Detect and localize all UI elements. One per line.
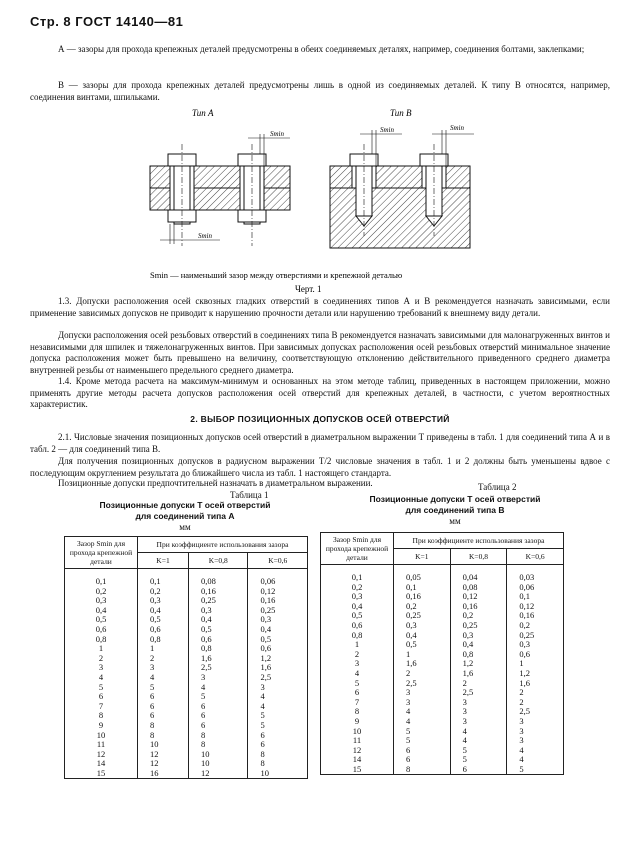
- table-cell: 3: [248, 683, 308, 693]
- table-cell: 4: [394, 707, 451, 717]
- table-2: [320, 532, 564, 775]
- table-cell: 0,06: [507, 583, 564, 593]
- table-cell: 1,6: [248, 663, 308, 673]
- table-cell: 0,1: [65, 569, 138, 587]
- table-cell: 3: [450, 698, 507, 708]
- table-cell: 2,5: [189, 663, 248, 673]
- table-cell: 1: [394, 650, 451, 660]
- table-cell: 2: [65, 654, 138, 664]
- table-cell: 6: [189, 702, 248, 712]
- table-cell: 0,12: [248, 587, 308, 597]
- table-1: [64, 536, 308, 779]
- table-cell: 2,5: [450, 688, 507, 698]
- table-cell: 0,25: [189, 596, 248, 606]
- table-cell: 6: [189, 711, 248, 721]
- table-2-col-group: При коэффициенте использования зазора: [394, 533, 564, 549]
- table-cell: 1: [65, 644, 138, 654]
- table-cell: 0,3: [321, 592, 394, 602]
- table-1-label: Таблица 1: [230, 490, 269, 500]
- table-cell: 3: [507, 736, 564, 746]
- table-cell: 8: [321, 707, 394, 717]
- table-cell: 4: [450, 727, 507, 737]
- table-cell: 10: [138, 740, 189, 750]
- table-cell: 12: [138, 750, 189, 760]
- table-cell: 7: [65, 702, 138, 712]
- table-cell: 0,6: [65, 625, 138, 635]
- table-cell: 3: [507, 727, 564, 737]
- table-cell: 0,5: [189, 625, 248, 635]
- table-1-col-group: При коэффициенте использования зазора: [138, 537, 308, 553]
- table-cell: 5: [248, 721, 308, 731]
- table-cell: 2: [507, 688, 564, 698]
- page-header: Стр. 8 ГОСТ 14140—81: [30, 14, 184, 29]
- table-cell: 1,6: [189, 654, 248, 664]
- table-2-col-k2: K=0,8: [450, 549, 507, 565]
- table-cell: 8: [248, 759, 308, 769]
- table-cell: 6: [138, 692, 189, 702]
- table-cell: 0,1: [321, 565, 394, 583]
- type-a-label: Тип А: [192, 108, 214, 118]
- table-cell: 5: [450, 755, 507, 765]
- table-cell: 1: [321, 640, 394, 650]
- figure-legend: Smin — наименьший зазор между отверстиями и крепежной деталью: [150, 270, 403, 280]
- table-cell: 5: [450, 746, 507, 756]
- table-cell: 0,12: [450, 592, 507, 602]
- table-cell: 8: [138, 721, 189, 731]
- table-1-title: Позиционные допуски Т осей отверстий для соединений типа А мм: [99, 500, 271, 532]
- table-cell: 4: [248, 692, 308, 702]
- table-cell: 10: [321, 727, 394, 737]
- table-cell: 6: [248, 740, 308, 750]
- type-b-label: Тип В: [390, 108, 412, 118]
- table-cell: 8: [189, 731, 248, 741]
- table-cell: 0,04: [450, 565, 507, 583]
- table-cell: 0,08: [189, 569, 248, 587]
- table-1-col-k3: K=0,6: [248, 553, 308, 569]
- table-cell: 0,16: [394, 592, 451, 602]
- table-cell: 5: [507, 765, 564, 775]
- table-1-col-gap: Зазор Smin для прохода крепежной детали: [65, 537, 138, 569]
- table-cell: 5: [189, 692, 248, 702]
- table-cell: 4: [189, 683, 248, 693]
- table-cell: 4: [507, 755, 564, 765]
- table-cell: 9: [321, 717, 394, 727]
- table-cell: 0,16: [248, 596, 308, 606]
- table-cell: 2,5: [394, 679, 451, 689]
- table-cell: 0,3: [138, 596, 189, 606]
- table-cell: 14: [65, 759, 138, 769]
- table-cell: 12: [138, 759, 189, 769]
- table-cell: 9: [65, 721, 138, 731]
- table-cell: 1,6: [394, 659, 451, 669]
- table-cell: 0,4: [189, 615, 248, 625]
- table-cell: 0,8: [189, 644, 248, 654]
- table-cell: 0,1: [138, 569, 189, 587]
- table-cell: 0,2: [138, 587, 189, 597]
- intro-paragraph-a: А — зазоры для прохода крепежных деталей предусмотрены в обеих соединяемых деталях, например, соединения болтами, заклепками;: [58, 44, 585, 54]
- table-cell: 12: [321, 746, 394, 756]
- table-cell: 4: [138, 673, 189, 683]
- table-cell: 10: [248, 769, 308, 779]
- table-cell: 6: [394, 755, 451, 765]
- clause-2-1-radius: Для получения позиционных допусков в радиусном выражении Т/2 числовые значения в табл. 1 и 2 должны быть уменьшены вдвое с последующим округлением результата до ближайшего числа из табл. 1 настоящего стандарта.: [30, 456, 610, 478]
- table-cell: 5: [138, 683, 189, 693]
- table-cell: 0,4: [138, 606, 189, 616]
- table-cell: 1: [507, 659, 564, 669]
- table-cell: 3: [450, 707, 507, 717]
- table-cell: 16: [138, 769, 189, 779]
- section-2-title: 2. ВЫБОР ПОЗИЦИОННЫХ ДОПУСКОВ ОСЕЙ ОТВЕРСТИЙ: [190, 414, 450, 424]
- table-1-col-k1: K=1: [138, 553, 189, 569]
- table-cell: 0,5: [321, 611, 394, 621]
- table-row: [321, 765, 564, 775]
- table-cell: 0,3: [507, 640, 564, 650]
- figure-caption: Черт. 1: [295, 284, 322, 294]
- clause-1-3-threaded: Допуски расположения осей резьбовых отверстий в соединениях типа В рекомендуется назначать зависимыми для малонагруженных винтов и независимыми для шпилек и тяжелонагруженных винтов. При зависимых допусках расположения осей резьбовых отверстий минимальное значение допуска расположения может быть превышено на величину, соответствующую отклонению действительного приведенного среднего диаметра внутренней резьбы от наименьшего предельного среднего диаметра.: [30, 330, 610, 375]
- table-cell: 4: [248, 702, 308, 712]
- table-cell: 0,6: [189, 635, 248, 645]
- table-cell: 8: [189, 740, 248, 750]
- table-cell: 2: [321, 650, 394, 660]
- table-2-col-k1: K=1: [394, 549, 451, 565]
- table-cell: 4: [65, 673, 138, 683]
- table-cell: 15: [65, 769, 138, 779]
- table-cell: 0,4: [65, 606, 138, 616]
- table-cell: 0,8: [65, 635, 138, 645]
- table-cell: 0,6: [248, 644, 308, 654]
- table-cell: 0,2: [321, 583, 394, 593]
- table-2-body: [321, 565, 564, 775]
- smin-label-b-1: Smin: [380, 126, 394, 134]
- table-cell: 3: [394, 698, 451, 708]
- table-cell: 3: [138, 663, 189, 673]
- table-cell: 4: [321, 669, 394, 679]
- clause-2-1: 2.1. Числовые значения позиционных допусков осей отверстий в диаметральном выражении Т приведены в табл. 1 для соединений типа А и в табл. 2 — для соединений типа В.: [30, 432, 610, 454]
- table-cell: 0,2: [394, 602, 451, 612]
- table-cell: 0,16: [189, 587, 248, 597]
- table-cell: 10: [189, 759, 248, 769]
- table-cell: 0,6: [138, 625, 189, 635]
- table-cell: 0,4: [321, 602, 394, 612]
- table-cell: 2: [507, 698, 564, 708]
- table-cell: 0,03: [507, 565, 564, 583]
- table-cell: 0,8: [138, 635, 189, 645]
- table-cell: 6: [138, 711, 189, 721]
- table-cell: 0,2: [507, 621, 564, 631]
- table-cell: 1,6: [450, 669, 507, 679]
- table-cell: 8: [65, 711, 138, 721]
- table-cell: 12: [65, 750, 138, 760]
- table-cell: 4: [507, 746, 564, 756]
- smin-label-b-2: Smin: [450, 124, 464, 132]
- table-cell: 7: [321, 698, 394, 708]
- table-cell: 0,16: [507, 611, 564, 621]
- table-cell: 6: [65, 692, 138, 702]
- table-cell: 0,4: [394, 631, 451, 641]
- table-cell: 3: [507, 717, 564, 727]
- table-cell: 6: [138, 702, 189, 712]
- table-cell: 6: [321, 688, 394, 698]
- table-cell: 6: [450, 765, 507, 775]
- table-cell: 10: [189, 750, 248, 760]
- clause-1-4: 1.4. Кроме метода расчета на максимум-минимум и основанных на этом методе таблиц, приведенных в настоящем приложении, можно применять другие методы расчета допусков расположения осей отверстий для крепежных деталей, в частности, с учетом вероятностных характеристик.: [30, 376, 610, 410]
- table-1-col-k2: K=0,8: [189, 553, 248, 569]
- table-2-label: Таблица 2: [478, 482, 517, 492]
- table-cell: 0,12: [507, 602, 564, 612]
- table-cell: 8: [394, 765, 451, 775]
- table-cell: 2,5: [507, 707, 564, 717]
- table-cell: 0,25: [248, 606, 308, 616]
- table-cell: 1,2: [248, 654, 308, 664]
- table-cell: 11: [65, 740, 138, 750]
- table-cell: 0,1: [394, 583, 451, 593]
- table-cell: 5: [321, 679, 394, 689]
- table-cell: 2: [394, 669, 451, 679]
- table-cell: 12: [189, 769, 248, 779]
- table-cell: 0,3: [248, 615, 308, 625]
- table-cell: 0,2: [450, 611, 507, 621]
- table-cell: 3: [321, 659, 394, 669]
- table-row: [65, 569, 308, 587]
- table-cell: 1,6: [507, 679, 564, 689]
- clause-1-3: 1.3. Допуски расположения осей сквозных гладких отверстий в соединениях типов А и В рекомендуется назначать зависимыми, если применение зависимых допусков не приводит к нарушению прочности детали или нарушению требований к внешнему виду детали.: [30, 296, 610, 318]
- table-cell: 0,6: [507, 650, 564, 660]
- table-1-body: [65, 569, 308, 779]
- smin-label-a-bottom: Smin: [198, 232, 212, 240]
- table-2-col-gap: Зазор Smin для прохода крепежной детали: [321, 533, 394, 565]
- table-cell: 0,3: [65, 596, 138, 606]
- table-cell: 5: [65, 683, 138, 693]
- table-cell: 4: [450, 736, 507, 746]
- table-cell: 5: [248, 711, 308, 721]
- table-cell: 3: [65, 663, 138, 673]
- table-cell: 0,4: [248, 625, 308, 635]
- table-cell: 8: [138, 731, 189, 741]
- table-cell: 10: [65, 731, 138, 741]
- table-cell: 0,08: [450, 583, 507, 593]
- table-cell: 3: [394, 688, 451, 698]
- table-cell: 11: [321, 736, 394, 746]
- figure-1-drawing: [140, 106, 480, 296]
- clause-2-1-preferred: Позиционные допуски предпочтительней назначать в диаметральном выражении.: [58, 478, 373, 488]
- table-cell: 0,6: [321, 621, 394, 631]
- table-cell: 0,16: [450, 602, 507, 612]
- table-cell: 1: [138, 644, 189, 654]
- table-cell: 0,25: [450, 621, 507, 631]
- table-cell: 0,8: [450, 650, 507, 660]
- table-cell: 3: [189, 673, 248, 683]
- table-cell: 0,1: [507, 592, 564, 602]
- table-cell: 6: [189, 721, 248, 731]
- table-cell: 0,2: [65, 587, 138, 597]
- table-cell: 14: [321, 755, 394, 765]
- table-2-col-k3: K=0,6: [507, 549, 564, 565]
- table-cell: 6: [248, 731, 308, 741]
- intro-paragraph-b: В — зазоры для прохода крепежных деталей предусмотрены лишь в одной из соединяемых деталей. К типу В относятся, например, соединения винтами, шпильками.: [30, 80, 610, 102]
- type-b-drawing: [330, 124, 474, 248]
- table-cell: 0,5: [394, 640, 451, 650]
- table-cell: 3: [450, 717, 507, 727]
- table-cell: 0,25: [394, 611, 451, 621]
- table-cell: 2: [138, 654, 189, 664]
- table-cell: 5: [394, 736, 451, 746]
- table-cell: 1,2: [507, 669, 564, 679]
- table-cell: 2,5: [248, 673, 308, 683]
- table-row: [65, 769, 308, 779]
- table-cell: 0,06: [248, 569, 308, 587]
- table-cell: 0,5: [248, 635, 308, 645]
- table-cell: 8: [248, 750, 308, 760]
- smin-label-a-top: Smin: [270, 130, 284, 138]
- table-cell: 0,25: [507, 631, 564, 641]
- table-cell: 15: [321, 765, 394, 775]
- table-cell: 0,4: [450, 640, 507, 650]
- table-cell: 2: [450, 679, 507, 689]
- table-cell: 5: [394, 727, 451, 737]
- table-2-title: Позиционные допуски Т осей отверстий для соединений типа В мм: [369, 494, 541, 526]
- table-cell: 0,3: [450, 631, 507, 641]
- table-cell: 0,5: [138, 615, 189, 625]
- table-row: [321, 565, 564, 583]
- table-cell: 6: [394, 746, 451, 756]
- table-cell: 0,3: [394, 621, 451, 631]
- table-cell: 0,8: [321, 631, 394, 641]
- table-cell: 0,5: [65, 615, 138, 625]
- table-cell: 0,05: [394, 565, 451, 583]
- table-cell: 4: [394, 717, 451, 727]
- type-a-drawing: [150, 130, 290, 246]
- table-cell: 0,3: [189, 606, 248, 616]
- table-cell: 1,2: [450, 659, 507, 669]
